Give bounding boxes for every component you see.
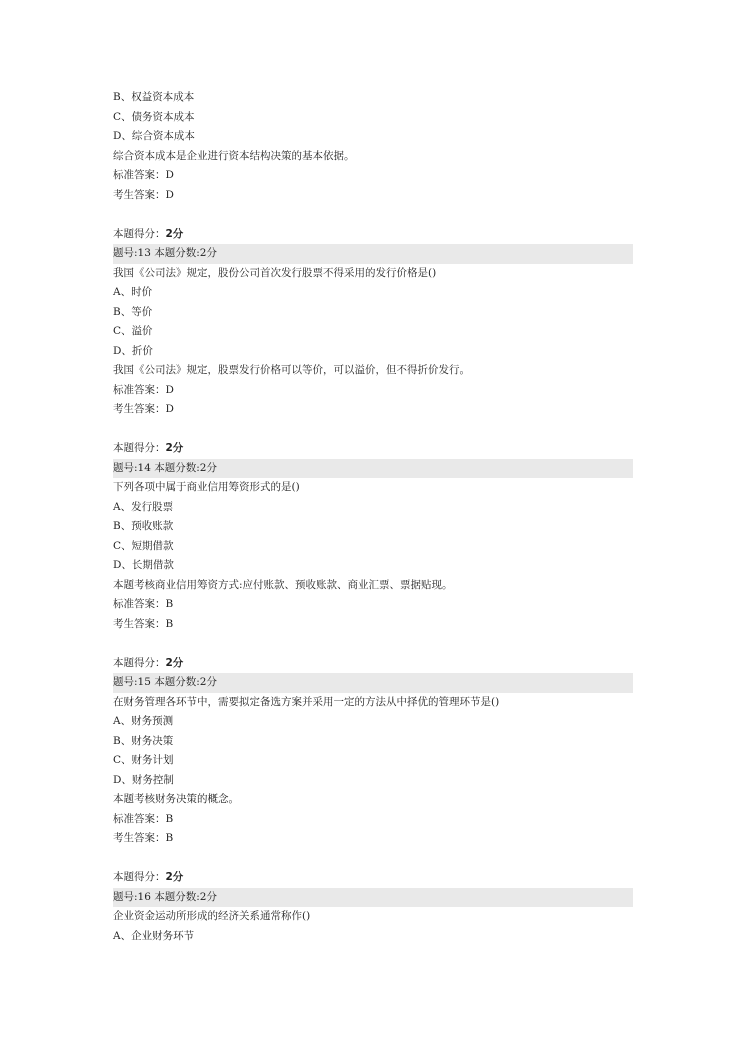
question-score <box>113 868 633 888</box>
explanation: 综合资本成本是企业进行资本结构决策的基本依据。 <box>113 149 355 162</box>
score-value: 2分 <box>165 871 184 883</box>
option: D、折价 <box>113 344 153 357</box>
student-answer: 考生答案：D <box>113 188 174 201</box>
option: C、财务计划 <box>113 754 174 766</box>
question-header: 题号:15 本题分数:2分 <box>113 673 633 693</box>
explanation: 本题考核商业信用筹资方式:应付账款、预收账款、商业汇票、票据贴现。 <box>113 578 453 591</box>
standard-answer: 标准答案：B <box>113 598 174 610</box>
score-value: 2分 <box>165 227 184 240</box>
question-score <box>113 225 633 245</box>
explanation: 本题考核财务决策的概念。 <box>113 793 239 805</box>
score-label: 本题得分： <box>113 656 166 669</box>
standard-answer: 标准答案：B <box>113 812 174 825</box>
student-answer: 考生答案：B <box>113 617 174 630</box>
question-block-15 <box>113 673 633 849</box>
question-text: 我国《公司法》规定，股份公司首次发行股票不得采用的发行价格是() <box>113 266 437 279</box>
option: B、预收账款 <box>113 520 174 532</box>
score-label: 本题得分： <box>113 871 166 883</box>
option: B、等价 <box>113 305 153 318</box>
score-value: 2分 <box>165 656 184 669</box>
option: C、短期借款 <box>113 539 174 552</box>
option: A、企业财务环节 <box>113 929 195 942</box>
option: C、债务资本成本 <box>113 110 195 123</box>
question-block-13 <box>113 244 633 420</box>
exam-answer-sheet <box>113 88 633 946</box>
question-text: 在财务管理各环节中，需要拟定备选方案并采用一定的方法从中择优的管理环节是() <box>113 695 500 708</box>
explanation: 我国《公司法》规定，股票发行价格可以等价，可以溢价，但不得折价发行。 <box>113 364 470 376</box>
option: C、溢价 <box>113 325 153 337</box>
question-header: 题号:14 本题分数:2分 <box>113 459 633 479</box>
question-score <box>113 439 633 459</box>
option: A、发行股票 <box>113 500 174 513</box>
option: B、财务决策 <box>113 734 174 747</box>
question-text: 企业资金运动所形成的经济关系通常称作() <box>113 910 311 922</box>
option: D、长期借款 <box>113 559 174 571</box>
standard-answer: 标准答案：D <box>113 383 174 396</box>
question-block-14 <box>113 459 633 635</box>
score-label: 本题得分： <box>113 227 166 240</box>
option: A、财务预测 <box>113 715 174 727</box>
score-value: 2分 <box>165 442 184 454</box>
option: D、财务控制 <box>113 773 174 786</box>
question-header: 题号:16 本题分数:2分 <box>113 888 633 908</box>
option: A、时价 <box>113 286 153 298</box>
score-label: 本题得分： <box>113 442 166 454</box>
question-score <box>113 654 633 674</box>
question-block-12 <box>113 88 633 205</box>
question-block-16 <box>113 888 633 947</box>
standard-answer: 标准答案：D <box>113 169 174 181</box>
student-answer: 考生答案：D <box>113 403 174 415</box>
question-header: 题号:13 本题分数:2分 <box>113 244 633 264</box>
question-text: 下列各项中属于商业信用筹资形式的是() <box>113 481 300 493</box>
student-answer: 考生答案：B <box>113 832 174 844</box>
option: B、权益资本成本 <box>113 91 195 103</box>
option: D、综合资本成本 <box>113 130 195 142</box>
